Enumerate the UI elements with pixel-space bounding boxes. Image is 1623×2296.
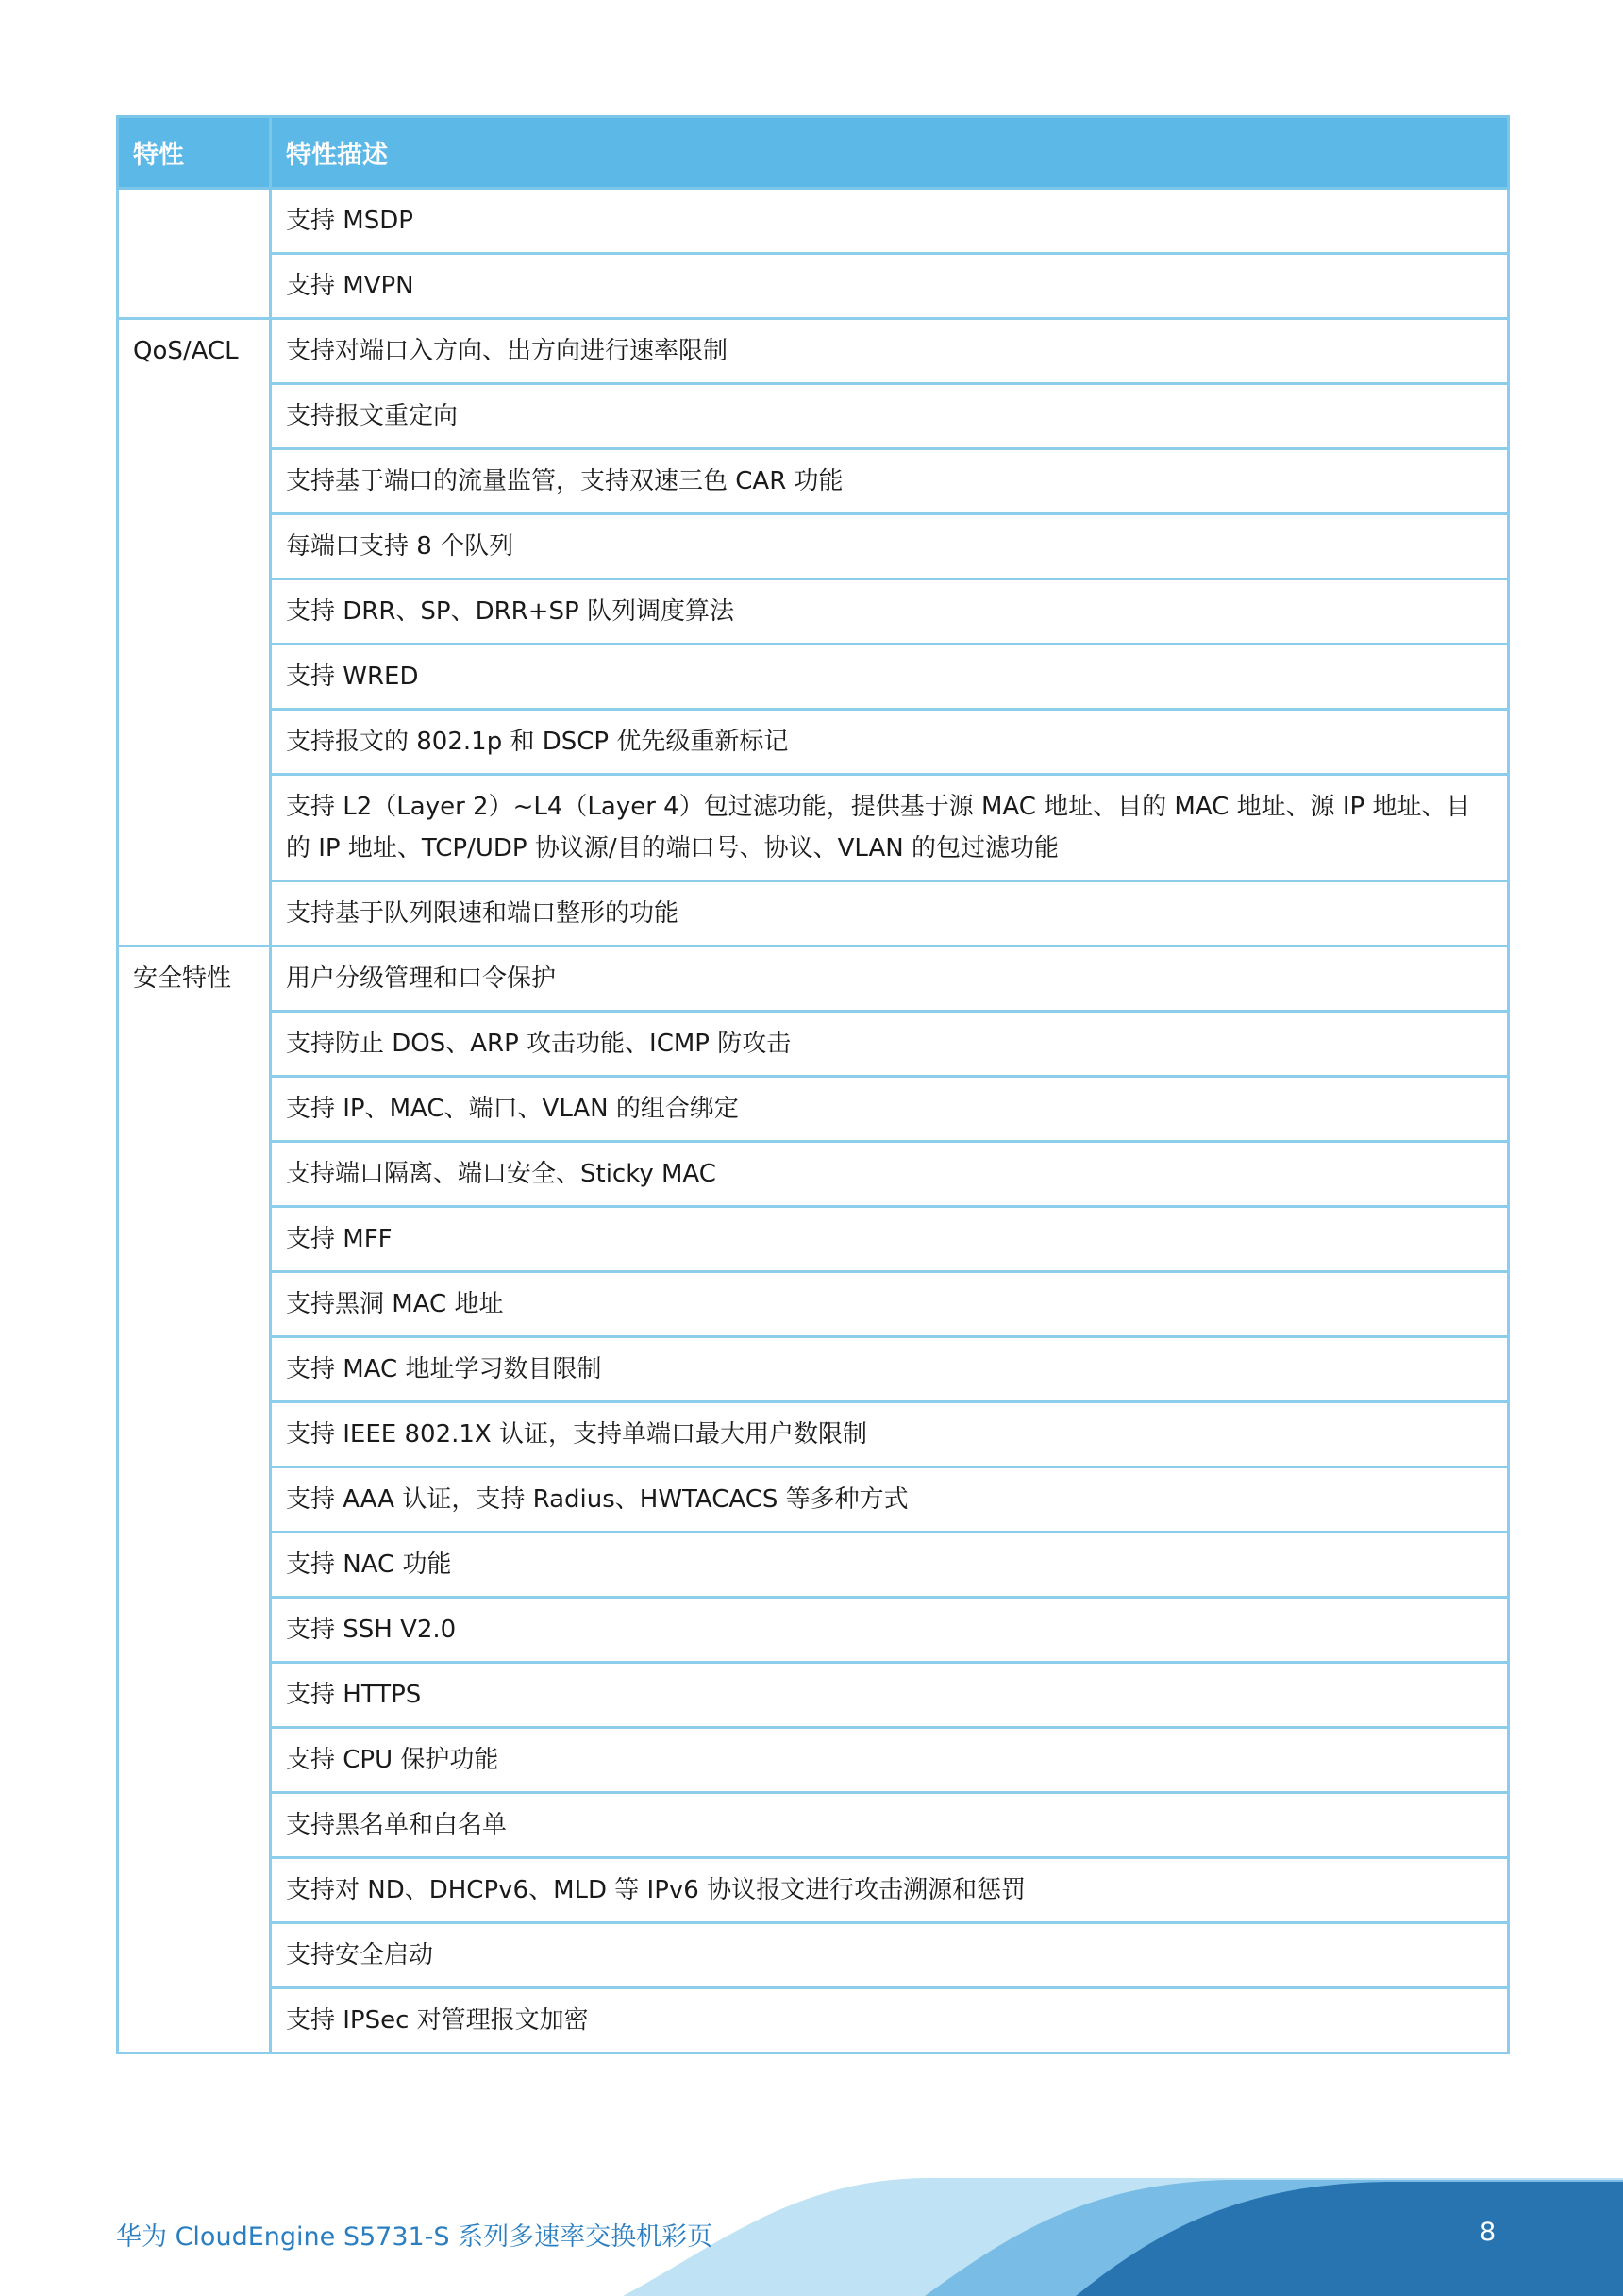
feature-description-cell: 支持黑名单和白名单 xyxy=(271,1793,1509,1858)
feature-description-cell: 支持报文重定向 xyxy=(271,384,1509,449)
table-row xyxy=(118,1142,1509,1207)
table-body xyxy=(118,189,1509,2053)
table-row xyxy=(118,1988,1509,2053)
table-row xyxy=(118,1077,1509,1142)
feature-description-cell: 支持基于端口的流量监管，支持双速三色 CAR 功能 xyxy=(271,449,1509,514)
table-row xyxy=(118,1663,1509,1728)
feature-description-cell: 支持 IP、MAC、端口、VLAN 的组合绑定 xyxy=(271,1077,1509,1142)
feature-description-cell: 支持 L2（Layer 2）~L4（Layer 4）包过滤功能，提供基于源 MAC 地址、目的 MAC 地址、源 IP 地址、目的 IP 地址、TCP/UDP 协议源/目的端口号、协议、VLAN 的包过滤功能 xyxy=(271,775,1509,881)
feature-description-cell: 支持端口隔离、端口安全、Sticky MAC xyxy=(271,1142,1509,1207)
table-row xyxy=(118,189,1509,254)
table-row xyxy=(118,384,1509,449)
feature-description-cell: 每端口支持 8 个队列 xyxy=(271,514,1509,579)
table-row xyxy=(118,319,1509,384)
feature-description-cell: 支持 SSH V2.0 xyxy=(271,1598,1509,1663)
category-cell: QoS/ACL xyxy=(118,319,271,947)
feature-description-cell: 用户分级管理和口令保护 xyxy=(271,947,1509,1012)
feature-description-cell: 支持 MFF xyxy=(271,1207,1509,1272)
feature-description-cell: 支持安全启动 xyxy=(271,1923,1509,1988)
feature-description-cell: 支持 WRED xyxy=(271,645,1509,710)
feature-description-cell: 支持对端口入方向、出方向进行速率限制 xyxy=(271,319,1509,384)
table-row xyxy=(118,645,1509,710)
table-row xyxy=(118,1272,1509,1337)
table-row xyxy=(118,579,1509,645)
table-row xyxy=(118,449,1509,514)
table-row xyxy=(118,881,1509,947)
table-row xyxy=(118,1207,1509,1272)
table-row xyxy=(118,710,1509,775)
page-number: 8 xyxy=(1480,2218,1497,2247)
feature-description-cell: 支持黑洞 MAC 地址 xyxy=(271,1272,1509,1337)
feature-description-cell: 支持 NAC 功能 xyxy=(271,1533,1509,1598)
header-feature: 特性 xyxy=(118,117,271,189)
category-cell xyxy=(118,189,271,319)
spec-table xyxy=(116,115,1510,2054)
table-row xyxy=(118,1402,1509,1467)
feature-description-cell: 支持 HTTPS xyxy=(271,1663,1509,1728)
category-cell: 安全特性 xyxy=(118,947,271,2053)
table-row xyxy=(118,1858,1509,1923)
feature-description-cell: 支持 MSDP xyxy=(271,189,1509,254)
table-row xyxy=(118,1012,1509,1077)
feature-description-cell: 支持 AAA 认证，支持 Radius、HWTACACS 等多种方式 xyxy=(271,1467,1509,1533)
table-row xyxy=(118,775,1509,881)
header-description: 特性描述 xyxy=(271,117,1509,189)
table-row xyxy=(118,1793,1509,1858)
feature-description-cell: 支持 IEEE 802.1X 认证，支持单端口最大用户数限制 xyxy=(271,1402,1509,1467)
table-row xyxy=(118,1467,1509,1533)
feature-description-cell: 支持 IPSec 对管理报文加密 xyxy=(271,1988,1509,2053)
feature-description-cell: 支持 MAC 地址学习数目限制 xyxy=(271,1337,1509,1402)
table-row xyxy=(118,1728,1509,1793)
feature-description-cell: 支持对 ND、DHCPv6、MLD 等 IPv6 协议报文进行攻击溯源和惩罚 xyxy=(271,1858,1509,1923)
feature-description-cell: 支持 MVPN xyxy=(271,254,1509,319)
feature-description-cell: 支持 CPU 保护功能 xyxy=(271,1728,1509,1793)
table-row xyxy=(118,254,1509,319)
table-row xyxy=(118,1533,1509,1598)
table-row xyxy=(118,1337,1509,1402)
feature-description-cell: 支持防止 DOS、ARP 攻击功能、ICMP 防攻击 xyxy=(271,1012,1509,1077)
feature-description-cell: 支持基于队列限速和端口整形的功能 xyxy=(271,881,1509,947)
footer-title: 华为 CloudEngine S5731-S 系列多速率交换机彩页 xyxy=(116,2222,713,2252)
table-row xyxy=(118,947,1509,1012)
table-row xyxy=(118,1598,1509,1663)
table-header-row xyxy=(118,117,1509,189)
table-row xyxy=(118,514,1509,579)
table-row xyxy=(118,1923,1509,1988)
feature-description-cell: 支持报文的 802.1p 和 DSCP 优先级重新标记 xyxy=(271,710,1509,775)
feature-description-cell: 支持 DRR、SP、DRR+SP 队列调度算法 xyxy=(271,579,1509,645)
